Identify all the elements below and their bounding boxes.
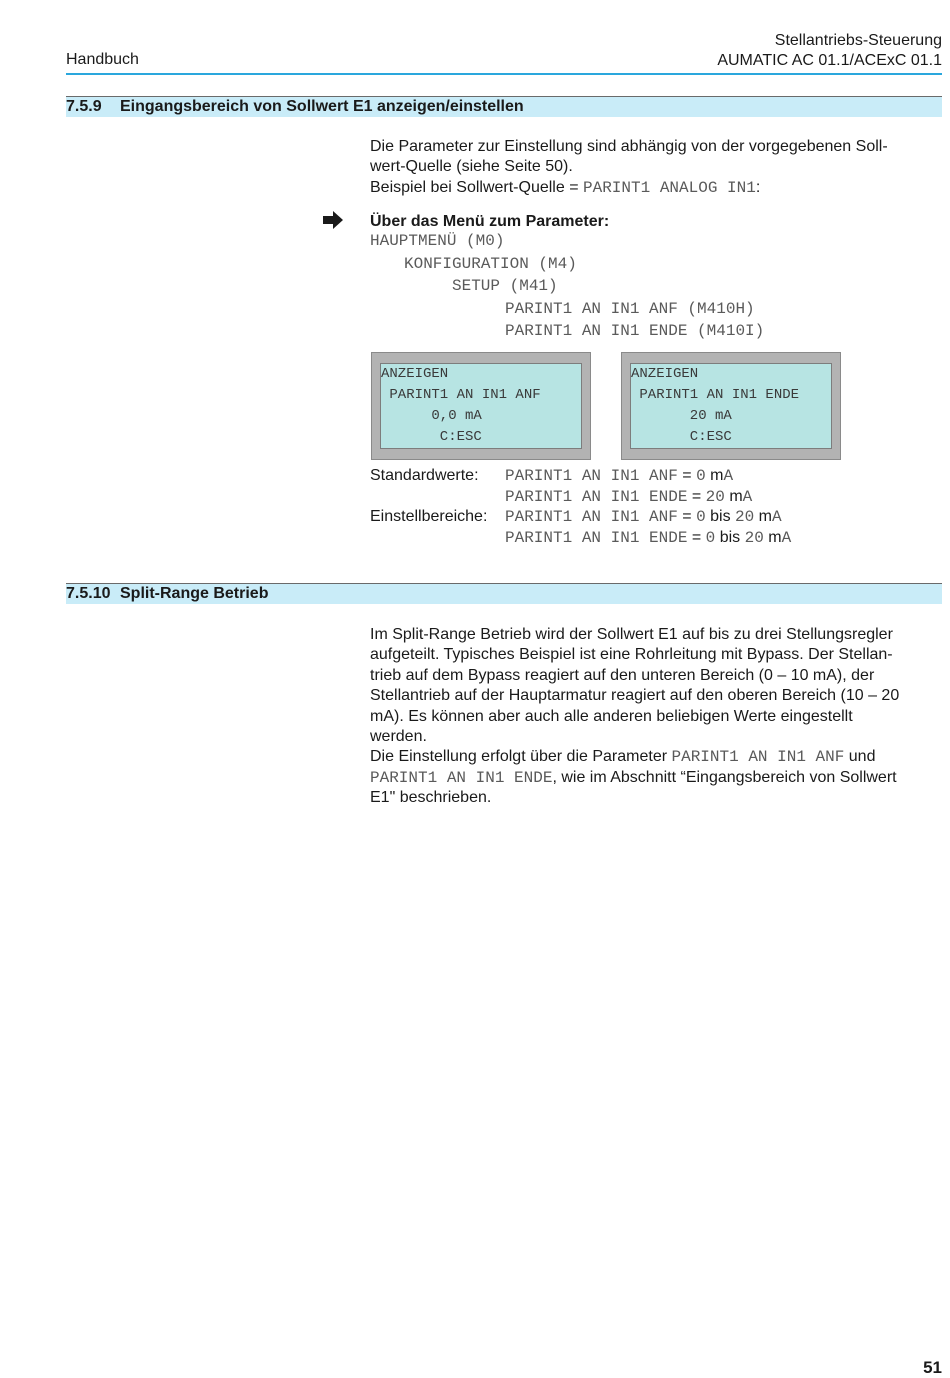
value: 20 xyxy=(744,528,764,547)
section-heading-7-5-10 xyxy=(66,583,942,604)
header-product-line2: AUMATIC AC 01.1/ACExC 01.1 xyxy=(717,52,942,69)
body-line: trieb auf dem Bypass reagiert auf den unteren Bereich (0 – 10 mA), der xyxy=(370,666,875,684)
lcd-line: 20 mA xyxy=(631,408,732,424)
defaults-row-anf xyxy=(370,466,791,487)
param-name: PARINT1 AN IN1 ENDE xyxy=(505,528,688,547)
example-suffix: : xyxy=(755,178,761,196)
equals: = xyxy=(687,487,706,505)
intro-line: wert-Quelle (siehe Seite 50). xyxy=(370,158,573,176)
param-name: PARINT1 AN IN1 ENDE xyxy=(505,487,688,506)
values-table xyxy=(370,466,791,548)
intro-line: Die Parameter zur Einstellung sind abhängig von der vorgegebenen Soll- xyxy=(370,138,888,155)
value: 0 xyxy=(696,467,706,485)
lcd-line: C:ESC xyxy=(381,429,482,445)
value: 20 xyxy=(705,487,725,506)
display-panel-anf xyxy=(371,352,591,460)
setting-code: PARINT1 AN IN1 ANF xyxy=(671,748,845,767)
lcd-line: ANZEIGEN xyxy=(631,366,699,382)
section1-intro xyxy=(370,137,942,198)
lcd-line: C:ESC xyxy=(631,429,732,445)
lcd-screen xyxy=(380,363,582,449)
menu-path-item: PARINT1 AN IN1 ENDE (M410I) xyxy=(505,322,765,340)
display-panel-ende xyxy=(621,352,841,460)
equals: = xyxy=(687,528,706,546)
ranges-label: Einstellbereiche: xyxy=(370,508,488,525)
page-number: 51 xyxy=(923,1358,942,1377)
section2-body xyxy=(370,625,942,809)
unit: A xyxy=(742,487,753,506)
unit: A xyxy=(772,508,782,526)
body-line: Im Split-Range Betrieb wird der Sollwert E1 auf bis zu drei Stellungsregler xyxy=(370,626,893,643)
lcd-screen xyxy=(630,363,832,449)
body-line xyxy=(370,768,942,788)
example-line xyxy=(370,178,942,198)
setting-code: PARINT1 AN IN1 ENDE xyxy=(370,768,553,787)
menu-heading: Über das Menü zum Parameter: xyxy=(370,213,610,230)
ranges-row-anf xyxy=(370,507,791,528)
param-name: PARINT1 AN IN1 ANF xyxy=(505,508,678,526)
section-title: Eingangsbereich von Sollwert E1 anzeigen/einstellen xyxy=(120,98,524,115)
value: 0 xyxy=(705,528,716,547)
unit: m xyxy=(705,467,724,484)
section-number: 7.5.10 xyxy=(66,585,111,602)
header-manual-label: Handbuch xyxy=(66,51,139,68)
bis: bis xyxy=(715,528,745,546)
menu-path-item: KONFIGURATION (M4) xyxy=(404,254,577,273)
lcd-line: ANZEIGEN xyxy=(381,366,449,382)
value: 20 xyxy=(735,508,755,526)
equals: = xyxy=(677,467,697,484)
defaults-row-ende xyxy=(370,487,791,508)
header-product-line1: Stellantriebs-Steuerung xyxy=(774,32,942,49)
equals: = xyxy=(677,508,697,525)
arrow-right-icon xyxy=(322,210,344,230)
menu-path-item: SETUP (M41) xyxy=(452,277,558,295)
setting-suffix: , wie im Abschnitt “Eingangsbereich von Sollwert xyxy=(552,768,897,786)
body-line xyxy=(370,747,942,767)
menu-path-item: HAUPTMENÜ (M0) xyxy=(370,232,505,250)
section-title: Split-Range Betrieb xyxy=(120,585,269,602)
example-code: PARINT1 ANALOG IN1 xyxy=(583,178,756,197)
body-line: werden. xyxy=(370,728,427,746)
section-number: 7.5.9 xyxy=(66,98,102,115)
bis: bis xyxy=(705,508,736,525)
header-rule xyxy=(66,73,942,75)
setting-prefix: Die Einstellung erfolgt über die Parameter xyxy=(370,748,672,766)
defaults-label: Standardwerte: xyxy=(370,467,479,484)
lcd-line: PARINT1 AN IN1 ENDE xyxy=(631,387,800,403)
header-product xyxy=(717,31,942,71)
body-line: mA). Es können aber auch alle anderen beliebigen Werte eingestellt xyxy=(370,707,853,725)
body-line: E1" beschrieben. xyxy=(370,789,492,807)
param-name: PARINT1 AN IN1 ANF xyxy=(505,467,678,485)
unit: A xyxy=(781,528,792,547)
example-prefix: Beispiel bei Sollwert-Quelle = xyxy=(370,178,583,196)
body-line: Stellantrieb auf der Hauptarmatur reagiert auf den oberen Bereich (10 – 20 xyxy=(370,687,900,705)
unit: m xyxy=(754,508,772,525)
section-heading-7-5-9 xyxy=(66,96,942,117)
menu-path xyxy=(370,230,764,343)
unit: A xyxy=(723,467,734,485)
setting-and: und xyxy=(844,748,876,766)
lcd-line: 0,0 mA xyxy=(381,408,482,424)
unit: m xyxy=(724,487,743,505)
unit: m xyxy=(763,528,782,546)
lcd-line: PARINT1 AN IN1 ANF xyxy=(381,387,541,403)
body-line: aufgeteilt. Typisches Beispiel ist eine Rohrleitung mit Bypass. Der Stellan- xyxy=(370,646,893,664)
value: 0 xyxy=(696,508,706,526)
ranges-row-ende xyxy=(370,528,791,549)
menu-path-item: PARINT1 AN IN1 ANF (M410H) xyxy=(505,299,755,318)
